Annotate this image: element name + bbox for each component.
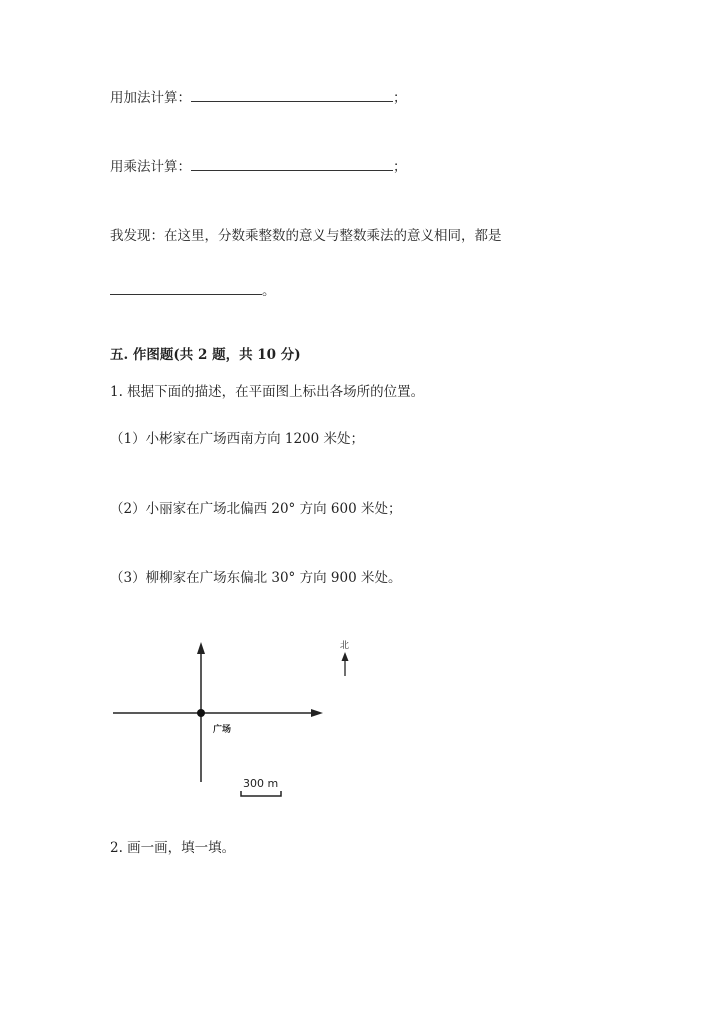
question-1-item-1: （1）小彬家在广场西南方向 1200 米处；: [110, 431, 365, 447]
finding-end: 。: [262, 283, 276, 299]
multiplication-answer-blank[interactable]: [191, 158, 393, 171]
question-1-item-2: （2）小丽家在广场北偏西 20° 方向 600 米处；: [110, 501, 402, 517]
multiplication-end: ；: [393, 159, 407, 175]
section-title: 五. 作图题(共 2 题，共 10 分): [110, 347, 301, 363]
multiplication-row: [110, 157, 407, 177]
finding-answer-row: [110, 281, 276, 301]
question-1-item-3: （3）柳柳家在广场东偏北 30° 方向 900 米处。: [110, 570, 402, 586]
north-arrow-icon: [342, 652, 349, 661]
plaza-point: [197, 709, 205, 717]
question-2: 2. 画一画，填一填。: [110, 840, 236, 856]
addition-answer-blank[interactable]: [191, 89, 393, 102]
addition-label: 用加法计算：: [110, 90, 191, 106]
axis-up-arrow: [197, 642, 205, 654]
scale-label: 300 m: [243, 777, 279, 790]
finding-answer-blank[interactable]: [110, 282, 262, 295]
north-label: 北: [340, 641, 350, 651]
scale-bar: [241, 791, 281, 796]
finding-text: 我发现：在这里，分数乘整数的意义与整数乘法的意义相同，都是: [110, 228, 502, 244]
question-1: 1. 根据下面的描述，在平面图上标出各场所的位置。: [110, 384, 425, 400]
plaza-label: 广场: [213, 725, 232, 735]
map-diagram: [105, 630, 365, 810]
multiplication-label: 用乘法计算：: [110, 159, 191, 175]
addition-row: [110, 88, 407, 108]
addition-end: ；: [393, 90, 407, 106]
axis-right-arrow: [311, 709, 323, 717]
